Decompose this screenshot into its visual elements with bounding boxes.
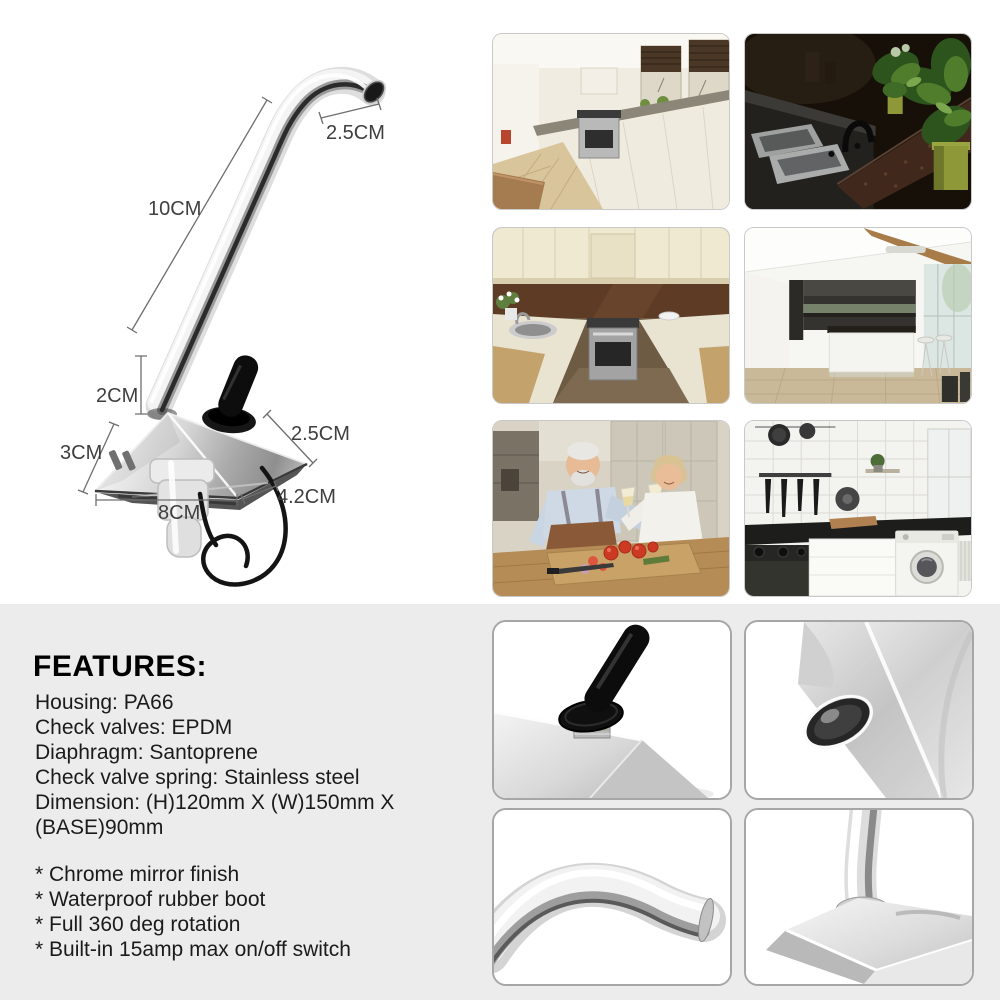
- spout-joint-closeup: [744, 808, 974, 986]
- bullet-chrome-finish: * Chrome mirror finish: [35, 863, 240, 886]
- spec-valve-spring: Check valve spring: Stainless steel: [35, 766, 360, 789]
- toggle-switch: [201, 352, 262, 436]
- bullet-switch: * Built-in 15amp max on/off switch: [35, 938, 351, 961]
- senior-couple-photo: [492, 420, 730, 597]
- faucet-dimension-diagram: [0, 0, 490, 610]
- dim-label-neck: 2CM: [96, 385, 139, 407]
- features-title: FEATURES:: [33, 650, 207, 683]
- toggle-switch-closeup: [492, 620, 732, 800]
- bullet-rubber-boot: * Waterproof rubber boot: [35, 888, 266, 911]
- bright-kitchen-photo: [492, 33, 730, 210]
- dim-label-base-left: 3CM: [60, 442, 103, 464]
- spec-check-valves: Check valves: EPDM: [35, 716, 233, 739]
- spec-diaphragm: Diaphragm: Santoprene: [35, 741, 258, 764]
- dark-sink-plants-photo: [744, 33, 972, 210]
- base-outlet-closeup: [744, 620, 974, 800]
- dim-label-base-rear: 4.2CM: [277, 486, 336, 508]
- bullet-rotation: * Full 360 deg rotation: [35, 913, 241, 936]
- cream-kitchen-photo: [492, 227, 730, 404]
- dim-label-base-front: 8CM: [158, 502, 201, 524]
- open-plan-kitchen-photo: [744, 227, 972, 404]
- spec-housing: Housing: PA66: [35, 691, 174, 714]
- features-section: [33, 652, 503, 962]
- dim-label-spout-outlet: 2.5CM: [326, 122, 385, 144]
- spec-dimension: Dimension: (H)120mm X (W)150mm X (BASE)90mm: [35, 791, 395, 839]
- spout-bend-closeup: [492, 808, 732, 986]
- white-tile-kitchen-photo: [744, 420, 972, 597]
- feature-bullets: [33, 862, 503, 962]
- dim-label-base-right: 2.5CM: [291, 423, 350, 445]
- dim-label-spout-tube: 10CM: [148, 198, 202, 220]
